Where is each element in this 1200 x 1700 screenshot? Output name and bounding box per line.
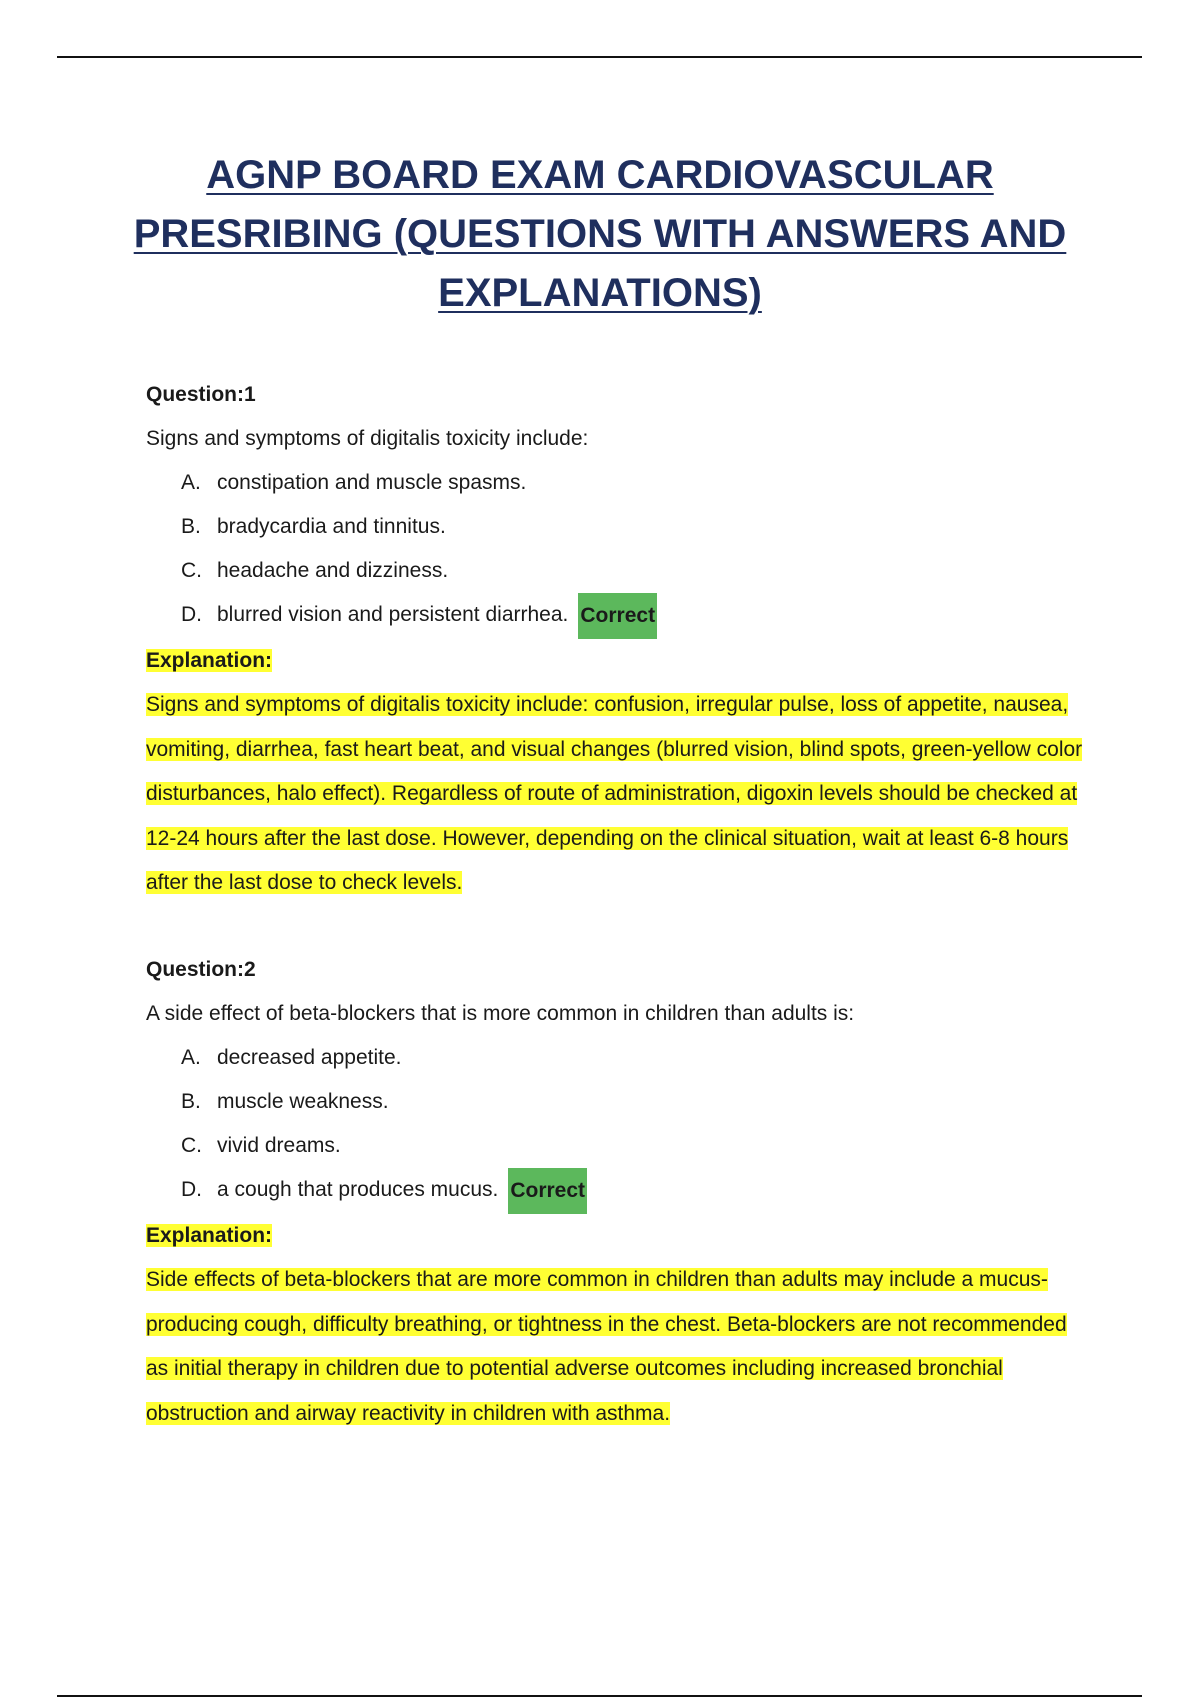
- explanation-body: Signs and symptoms of digitalis toxicity include: confusion, irregular pulse, loss of appetite, nausea, vomiting, diarrhea, fast heart beat, and visual changes (blurred vision, blind spots, green-yellow color disturbances, halo effect). Regardless of route of administration, digoxin levels should be checked at 12-24 hours after the last dose. However, depending on the clinical situation, wait at least 6-8 hours after the last dose to check levels.: [146, 693, 1083, 894]
- explanation-label: [146, 639, 1096, 683]
- question-block: [146, 948, 1096, 1436]
- option-letter: A.: [181, 471, 201, 494]
- option-text: bradycardia and tinnitus.: [217, 515, 446, 538]
- option-text: blurred vision and persistent diarrhea.: [217, 603, 569, 626]
- correct-badge: Correct: [578, 593, 657, 639]
- option-item: [181, 505, 1096, 549]
- option-letter: B.: [181, 1090, 201, 1113]
- option-item: [181, 549, 1096, 593]
- option-text: headache and dizziness.: [217, 559, 449, 582]
- correct-badge: Correct: [508, 1168, 587, 1214]
- option-list: [146, 461, 1096, 639]
- option-list: [146, 1036, 1096, 1214]
- explanation-text: [146, 683, 1086, 906]
- option-item: [181, 461, 1096, 505]
- option-letter: D.: [181, 603, 202, 626]
- document-title: AGNP BOARD EXAM CARDIOVASCULAR PRESRIBING (QUESTIONS WITH ANSWERS AND EXPLANATIONS): [133, 153, 1067, 315]
- option-letter: B.: [181, 515, 201, 538]
- explanation-label-text: Explanation:: [146, 1224, 273, 1247]
- question-stem: A side effect of beta-blockers that is more common in children than adults is:: [146, 1002, 855, 1025]
- option-letter: C.: [181, 559, 202, 582]
- option-letter: D.: [181, 1178, 202, 1201]
- option-item: [181, 1168, 1096, 1214]
- option-item: [181, 1124, 1096, 1168]
- option-letter: C.: [181, 1134, 202, 1157]
- question-block: [146, 373, 1096, 906]
- question-stem: Signs and symptoms of digitalis toxicity include:: [146, 427, 589, 450]
- option-text: vivid dreams.: [217, 1134, 341, 1157]
- explanation-label-text: Explanation:: [146, 649, 273, 672]
- option-text: constipation and muscle spasms.: [217, 471, 527, 494]
- option-item: [181, 593, 1096, 639]
- option-text: a cough that produces mucus.: [217, 1178, 499, 1201]
- option-item: [181, 1036, 1096, 1080]
- option-item: [181, 1080, 1096, 1124]
- footer-rule: [57, 1695, 1142, 1697]
- explanation-text: [146, 1258, 1086, 1436]
- option-text: muscle weakness.: [217, 1090, 389, 1113]
- explanation-label: [146, 1214, 1096, 1258]
- option-letter: A.: [181, 1046, 201, 1069]
- header-rule: [57, 56, 1142, 58]
- question-label: Question:1: [146, 383, 256, 406]
- explanation-body: Side effects of beta-blockers that are more common in children than adults may include a mucus-producing cough, difficulty breathing, or tightness in the chest. Beta-blockers are not recommended as initial therapy in children due to potential adverse outcomes including increased bronchial obstruction and airway reactivity in children with asthma.: [146, 1268, 1067, 1425]
- option-text: decreased appetite.: [217, 1046, 402, 1069]
- question-label: Question:2: [146, 958, 256, 981]
